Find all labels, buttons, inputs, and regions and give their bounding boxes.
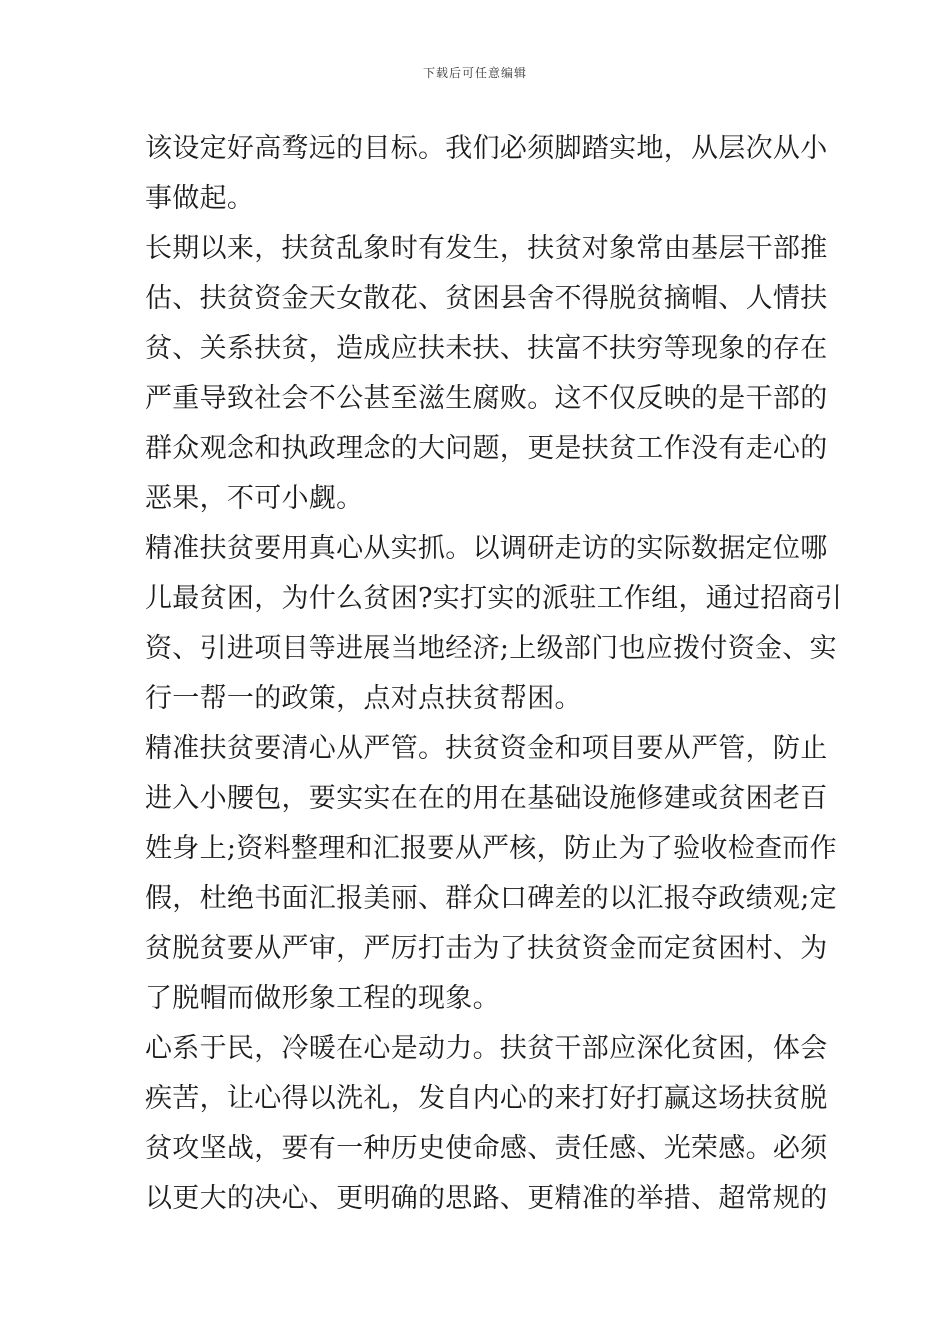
text-line: 精准扶贫要用真心从实抓。以调研走访的实际数据定位哪 bbox=[145, 533, 828, 564]
text-line: 严重导致社会不公甚至滋生腐败。这不仅反映的是干部的 bbox=[145, 383, 828, 414]
document-body bbox=[145, 124, 843, 1224]
text-line: 心系于民，冷暖在心是动力。扶贫干部应深化贫困，体会 bbox=[145, 1033, 828, 1064]
text-line: 姓身上;资料整理和汇报要从严核，防止为了验收检查而作 bbox=[145, 833, 837, 864]
text-line: 恶果，不可小觑。 bbox=[145, 483, 364, 514]
text-line: 贫、关系扶贫，造成应扶未扶、扶富不扶穷等现象的存在 bbox=[145, 333, 828, 364]
page-header: 下载后可任意编辑 bbox=[422, 66, 527, 80]
text-line: 长期以来，扶贫乱象时有发生，扶贫对象常由基层干部推 bbox=[145, 233, 828, 264]
text-line: 行一帮一的政策，点对点扶贫帮困。 bbox=[145, 683, 582, 714]
text-line: 了脱帽而做形象工程的现象。 bbox=[145, 983, 500, 1014]
text-line: 该设定好高骛远的目标。我们必须脚踏实地，从层次从小 bbox=[145, 133, 828, 164]
text-line: 估、扶贫资金天女散花、贫困县舍不得脱贫摘帽、人情扶 bbox=[145, 283, 828, 314]
text-line: 贫脱贫要从严审，严厉打击为了扶贫资金而定贫困村、为 bbox=[145, 933, 828, 964]
text-line: 儿最贫困，为什么贫困?实打实的派驻工作组，通过招商引 bbox=[145, 583, 843, 614]
text-line: 资、引进项目等进展当地经济;上级部门也应拨付资金、实 bbox=[145, 633, 837, 664]
text-line: 贫攻坚战，要有一种历史使命感、责任感、光荣感。必须 bbox=[145, 1133, 828, 1164]
text-line: 群众观念和执政理念的大问题，更是扶贫工作没有走心的 bbox=[145, 433, 828, 464]
text-line: 事做起。 bbox=[145, 183, 255, 214]
text-line: 以更大的决心、更明确的思路、更精准的举措、超常规的 bbox=[145, 1183, 828, 1214]
text-line: 疾苦，让心得以洗礼，发自内心的来打好打赢这场扶贫脱 bbox=[145, 1083, 828, 1114]
text-line: 假，杜绝书面汇报美丽、群众口碑差的以汇报夺政绩观;定 bbox=[145, 883, 837, 914]
text-line: 进入小腰包，要实实在在的用在基础设施修建或贫困老百 bbox=[145, 783, 828, 814]
text-line: 精准扶贫要清心从严管。扶贫资金和项目要从严管，防止 bbox=[145, 733, 828, 764]
